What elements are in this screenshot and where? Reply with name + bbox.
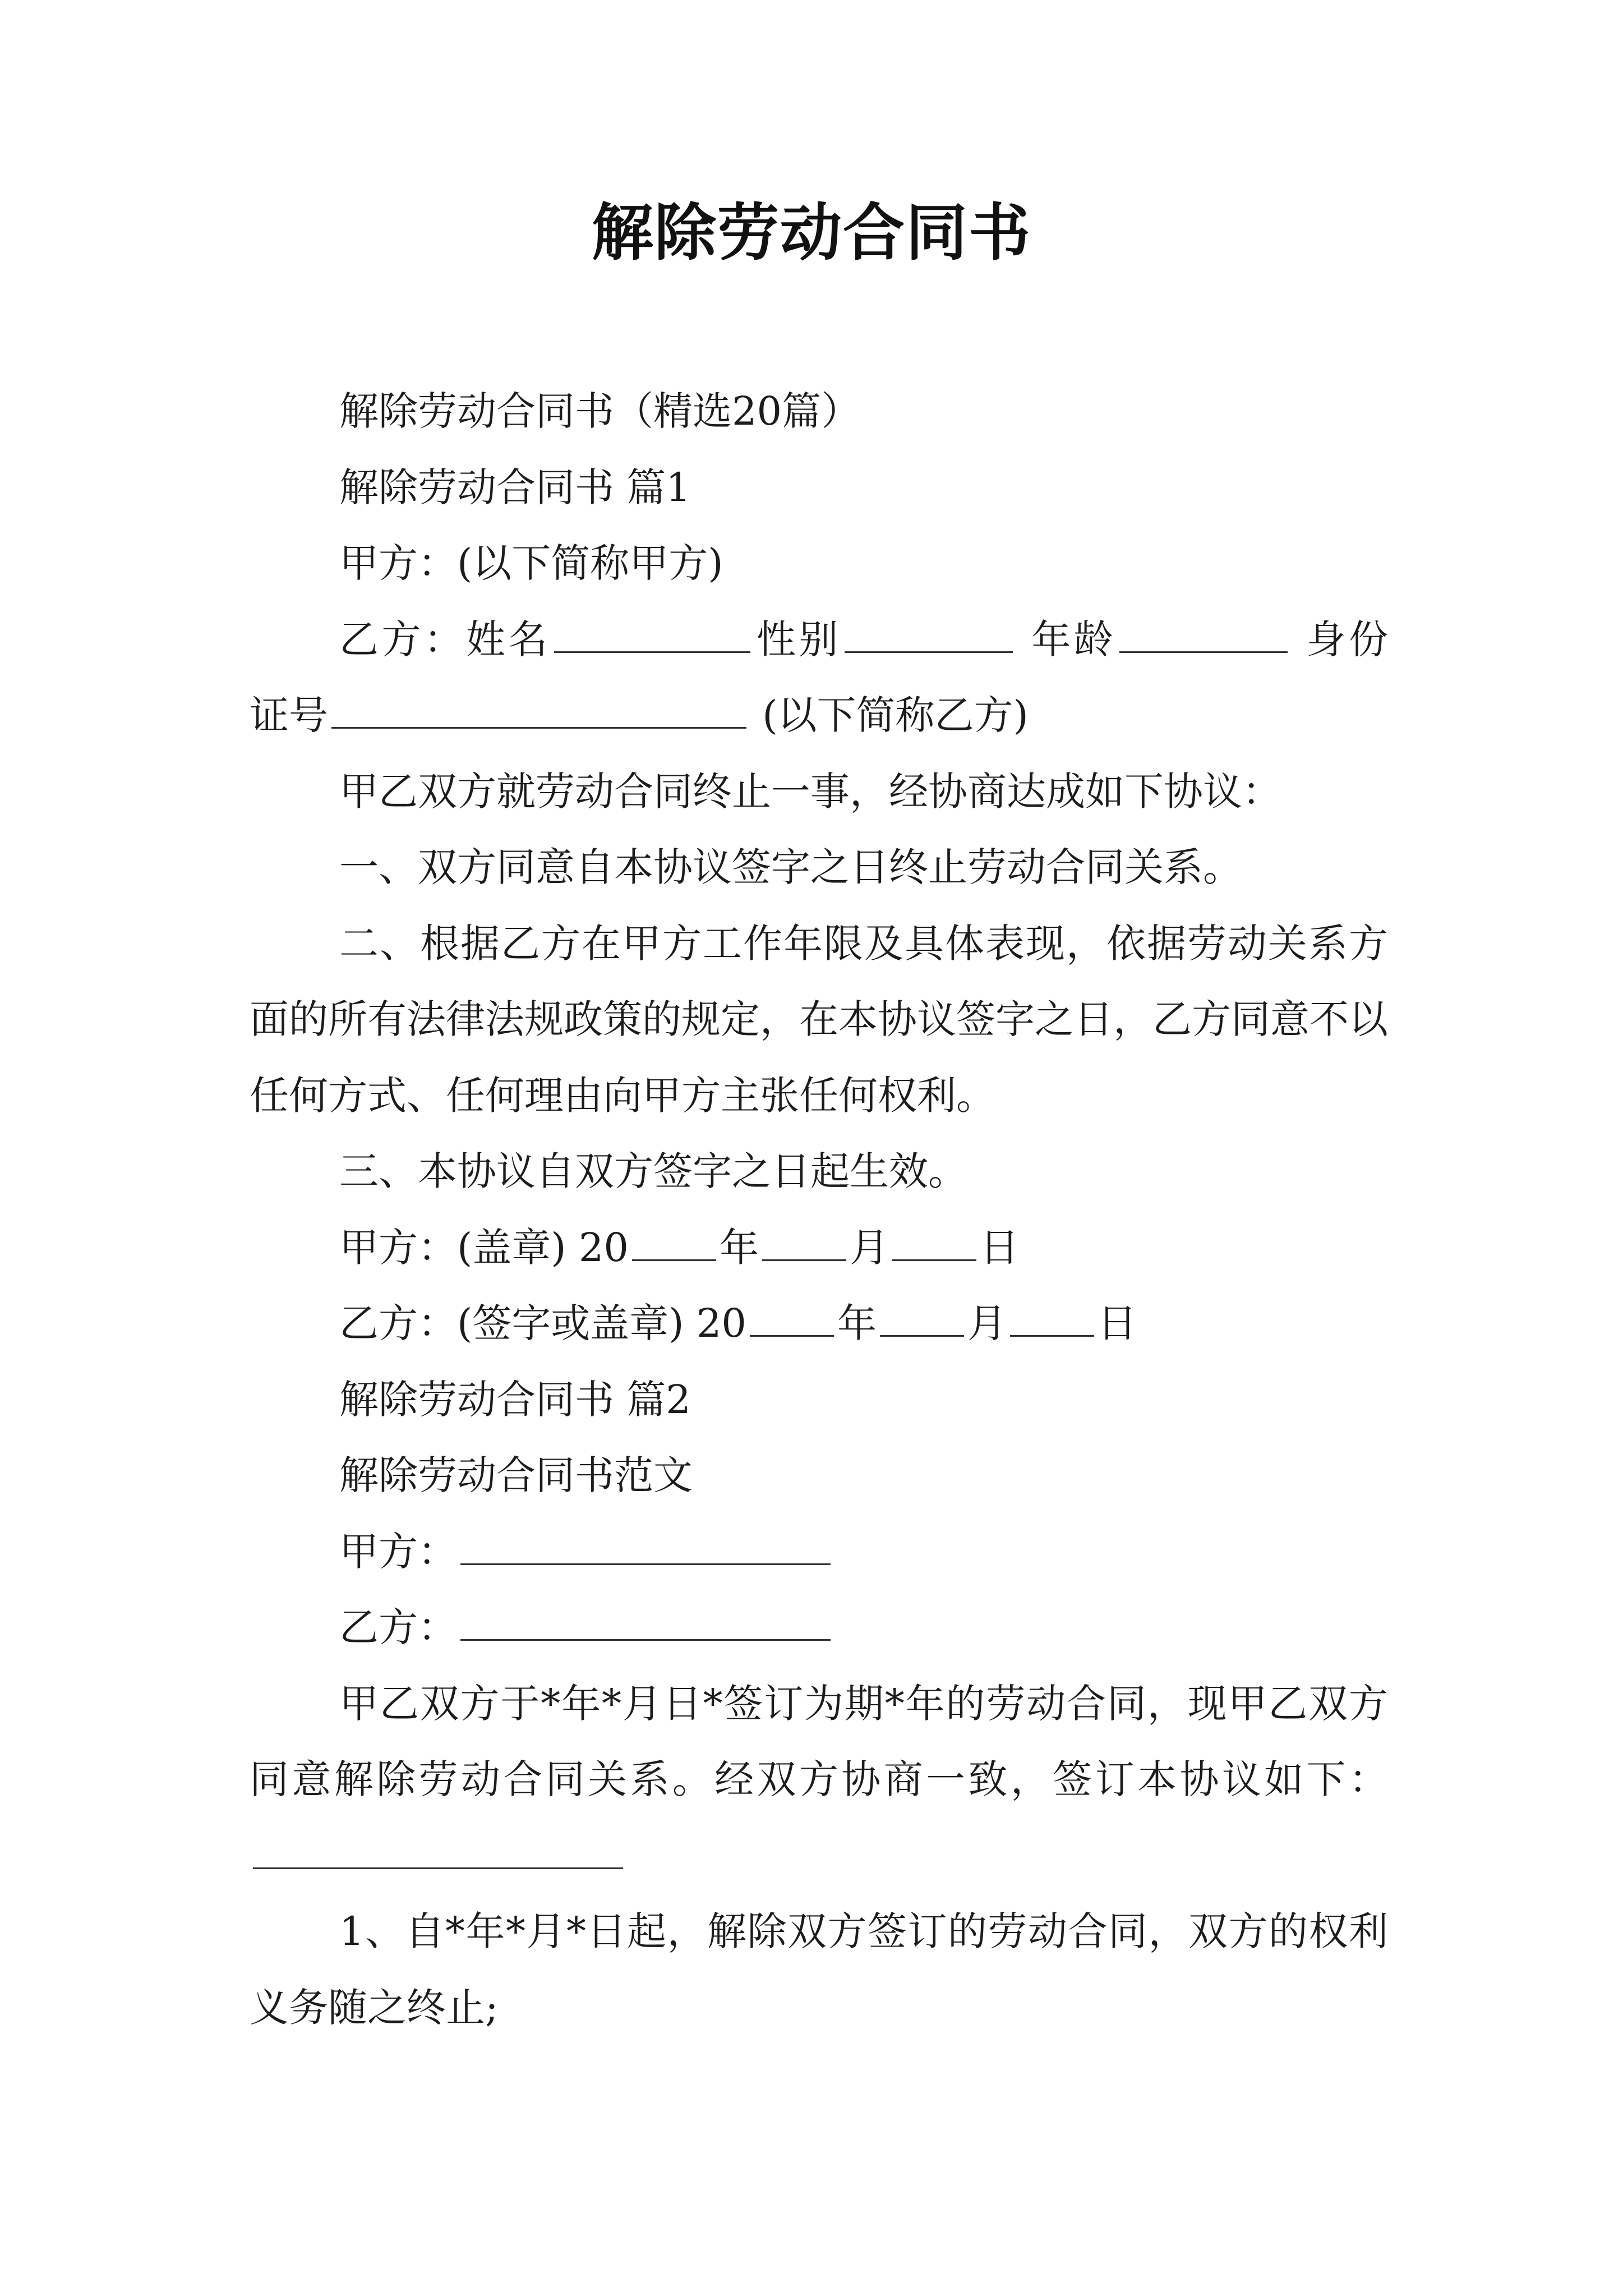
party-b-name-label: 乙方：姓名 (339, 616, 551, 662)
year-label: 年 (719, 1224, 759, 1271)
party-b-blank (460, 1602, 831, 1641)
month-blank (762, 1222, 846, 1261)
paragraph: 二、根据乙方在甲方工作年限及具体表现，依据劳动关系方面的所有法律法规政策的规定，在本协议签字之日，乙方同意不以任何方式、任何理由向甲方主张任何权利。 (250, 920, 1388, 1119)
party-a-label: 甲方： (339, 1528, 457, 1575)
paragraph: 解除劳动合同书 篇1 (339, 464, 691, 510)
paragraph-party-b-line (250, 1590, 1388, 1666)
paragraph-party-a-line (250, 1514, 1388, 1590)
year-label: 年 (837, 1300, 877, 1346)
agreement-blank (253, 1830, 623, 1869)
party-b-abbrev: (以下简称乙方) (750, 692, 1029, 738)
party-b-label: 乙方： (339, 1604, 457, 1650)
paragraph: 1、自*年*月*日起，解除双方签订的劳动合同，双方的权利义务随之终止; (250, 1908, 1388, 2031)
party-a-seal-label: 甲方：(盖章) 20 (339, 1224, 629, 1271)
id-blank (331, 690, 746, 729)
party-a-blank (460, 1526, 831, 1565)
age-blank (1119, 614, 1288, 653)
party-b-sign-label: 乙方：(签字或盖章) 20 (339, 1300, 746, 1346)
paragraph-party-a-seal-date (250, 1210, 1388, 1286)
day-label: 日 (979, 1224, 1019, 1271)
paragraph-agreement-intro (250, 1666, 1388, 1894)
paragraph: 一、双方同意自本协议签字之日终止劳动合同关系。 (339, 844, 1242, 890)
year-blank (632, 1222, 716, 1261)
month-label: 月 (967, 1300, 1007, 1346)
day-blank (892, 1222, 976, 1261)
age-label: 年龄 (1016, 616, 1117, 662)
paragraph: 解除劳动合同书范文 (339, 1452, 693, 1498)
gender-label: 性别 (753, 616, 841, 662)
paragraph: 甲乙双方就劳动合同终止一事，经协商达成如下协议： (339, 768, 1281, 815)
document-body (250, 374, 1388, 2046)
paragraph-party-b-sign-date (250, 1286, 1388, 1362)
document-title: 解除劳动合同书 (592, 197, 1031, 269)
paragraph: 解除劳动合同书（精选20篇） (339, 388, 861, 434)
paragraph-party-b-info (250, 602, 1388, 754)
agreement-intro-text: 甲乙双方于*年*月日*签订为期*年的劳动合同，现甲乙双方同意解除劳动合同关系。经双方协商一致，签订本协议如下： (250, 1680, 1388, 1802)
paragraph: 三、本协议自双方签字之日起生效。 (339, 1148, 967, 1194)
day-label: 日 (1097, 1300, 1137, 1346)
day-blank (1010, 1298, 1094, 1337)
month-blank (880, 1298, 964, 1337)
year-blank (750, 1298, 834, 1337)
paragraph: 甲方：(以下简称甲方) (339, 540, 723, 586)
month-label: 月 (849, 1224, 889, 1271)
paragraph: 解除劳动合同书 篇2 (339, 1376, 691, 1423)
id-label: 身份证号 (250, 616, 1388, 738)
gender-blank (845, 614, 1013, 653)
name-blank (554, 614, 750, 653)
